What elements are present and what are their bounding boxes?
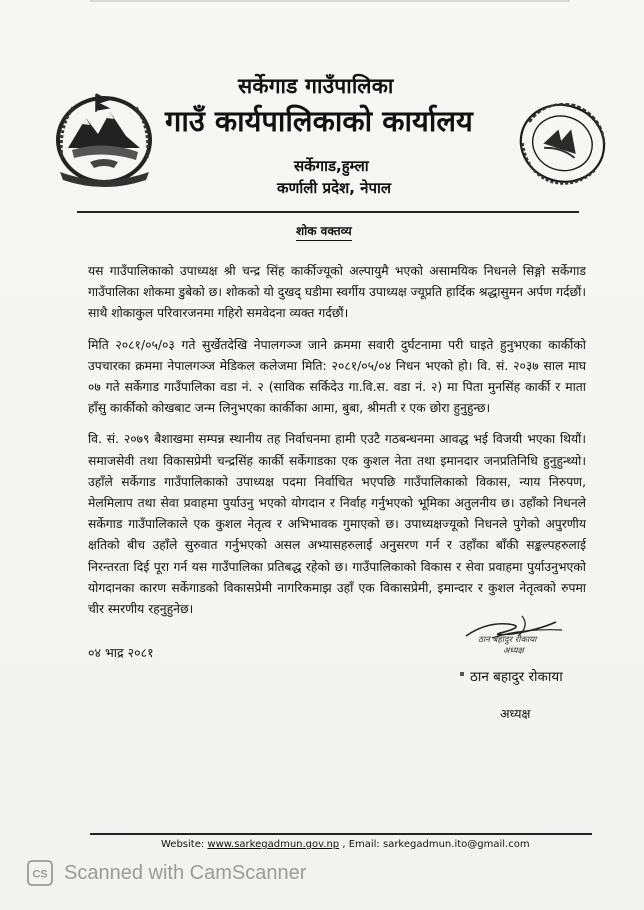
office-name: गाउँ कार्यपालिकाको कार्यालय bbox=[165, 104, 473, 138]
nepal-emblem-icon bbox=[52, 88, 157, 188]
scan-dot bbox=[460, 672, 464, 676]
footer-divider bbox=[90, 833, 592, 835]
camscanner-watermark: Scanned with CamScanner bbox=[64, 862, 307, 884]
website-label: Website: bbox=[161, 839, 208, 850]
office-round-seal-icon bbox=[502, 92, 614, 197]
letter-date: ०४ भाद्र २०८१ bbox=[88, 645, 154, 660]
subject-heading: शोक वक्तव्य bbox=[296, 222, 352, 241]
paragraph-1: यस गाउँपालिकाको उपाध्यक्ष श्री चन्द्र सिंह कार्कीज्यूको अल्पायुमै भएको असामयिक निधनले सिङ्गो सर्केगाड गाउँपालिका शोकमा डुबेको छ। शोकको यो दुखद् घडीमा स्वर्गीय उपाध्यक्ष ज्यूप्रति हार्दिक श्रद्धासुमन अर्पण गर्दछौं। साथै शोकाकुल परिवारजनमा गहिरो समवेदना व्यक्त गर्दछौं। bbox=[88, 264, 586, 321]
paragraph-3: वि. सं. २०७९ बैशाखमा सम्पन्न स्थानीय तह निर्वाचनमा हामी एउटै गठबन्धनमा आवद्ध भई विजयी भएका थियौं। समाजसेवी तथा विकासप्रेमी चन्द्रसिंह कार्की सर्केगाडका एक कुशल नेता तथा इमानदार जनप्रतिनिधि हुनुहुन्थ्यो। उहाँले सर्केगाड गाउँपालिकाको उपाध्यक्ष पदमा निर्वाचित भएपछि गाउँपालिकाको विकास, न्याय निरुपण, मेलमिलाप तथा सेवा प्रवाहमा पुर्याउनु भएको योगदान र निर्वाह गर्नुभएको भूमिका अतुलनीय छ। उहाँको निधनले सर्केगाड गाउँपालिकाले एक कुशल नेतृत्व र अभिभावक गुमाएको छ। उपाध्यक्षज्यूको निधनले पुगेको अपुरणीय क्षतिको बीच उहाँले सुरुवात गर्नुभएको असल अभ्यासहरुलाई अनुसरण गर्न र उहाँका बाँकी सङ्कल्पहरुलाई निरन्तरता दिई पूरा गर्न यस गाउँपालिका प्रतिबद्ध रहेको छ। गाउँपालिकाको विकास र सेवा प्रवाहमा पुर्याउनुभएको योगदानका कारण सर्केगाडको विकासप्रेमी नागरिकमाझ उहाँ एक विकासप्रेमी, इमान्दार र कुशल नेतृत्वको रुपमा चीर स्मरणीय रहनुहुनेछ। bbox=[88, 432, 586, 617]
address-line-2: कर्णाली प्रदेश, नेपाल bbox=[277, 179, 392, 197]
camscanner-logo-icon bbox=[27, 860, 53, 886]
letter-body bbox=[88, 261, 586, 630]
footer-contact bbox=[161, 839, 530, 850]
signature-stamp-title: अध्यक्ष bbox=[503, 646, 524, 656]
email-address: sarkegadmun.ito@gmail.com bbox=[382, 839, 530, 850]
website-link[interactable]: www.sarkegadmun.gov.np bbox=[207, 839, 340, 850]
municipality-name: सर्केगाड गाउँपालिका bbox=[238, 74, 394, 98]
camscanner-badge-text: CS bbox=[32, 868, 48, 881]
address-line-1: सर्केगाड,हुम्ला bbox=[294, 157, 369, 175]
email-label: , Email: bbox=[339, 839, 383, 850]
paragraph-2: मिति २०८१/०५/०३ गते सुर्खेतदेखि नेपालगञ्ज जाने क्रममा सवारी दुर्घटनामा परी घाइते हुनुभएका कार्कीको उपचारका क्रममा नेपालगञ्ज मेडिकल कलेजमा मिति: २०८१/०५/०४ निधन भएको हो। वि. सं. २०३७ साल माघ ०७ गते सर्केगाड गाउँपालिका वडा नं. २ (साविक सर्किदेउ गा.वि.स. वडा नं. २) मा पिता मुनसिंह कार्की र माता हाँसु कार्कीको कोखबाट जन्म लिनुभएका कार्कीका आमा, बुबा, श्रीमती र एक छोरा हुनुहुन्छ। bbox=[88, 337, 586, 416]
signature-stamp-name: ठान बहादुर रोकाया bbox=[478, 635, 537, 645]
signatory-title: अध्यक्ष bbox=[500, 706, 531, 721]
header-divider bbox=[77, 211, 579, 213]
signatory-name: ठान बहादुर रोकाया bbox=[470, 669, 563, 685]
scan-edge-mark bbox=[90, 0, 570, 2]
